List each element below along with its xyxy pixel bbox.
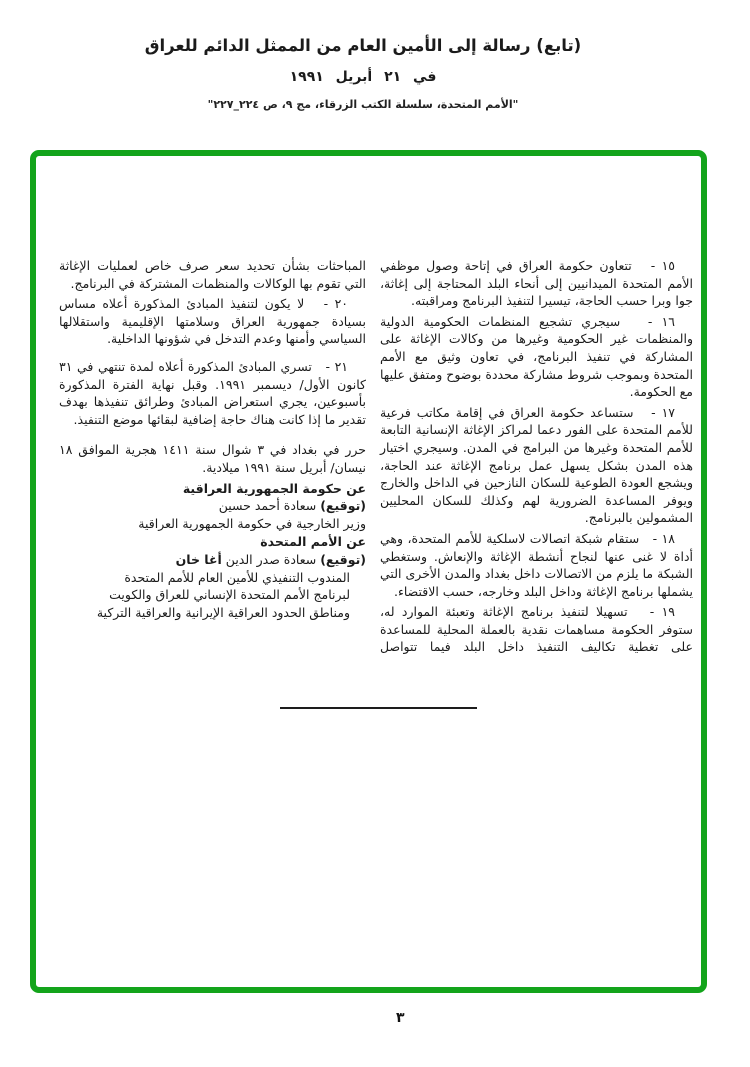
signatory-name: سعادة أحمد حسين: [218, 498, 321, 514]
document-header: [0, 36, 738, 111]
signature-block: [59, 480, 366, 622]
document-frame: [30, 150, 707, 993]
signature-title-line-3: ومناطق الحدود العراقية الإيرانية والعراقية التركية: [96, 605, 350, 621]
header-date: في ٢١ أبريل ١٩٩١: [289, 69, 437, 85]
signatory-name: سعادة صدر الدين: [221, 551, 321, 567]
signed-label: (توقيع): [320, 551, 366, 567]
signature-gov-heading: عن حكومة الجمهورية العراقية: [182, 480, 366, 496]
paragraph-17: ١٧ - ستساعد حكومة العراق في إقامة مكاتب فرعية للأمم المتحدة على الفور دعما لمراكز الإغاثة الإنسانية التابعة للأمم المتحدة وغيرها من البرامج في المدن. وسيجري اختيار هذه المدن بشكل يسهل عمل برنامج الإغاثة عند الحاجة، ويشجع العودة الطوعية للسكان النازحين في الداخل والخارج ويوفر المساعدة الضرورية لهم وكذلك للسكان المحليين المشمولين بالبرنامج.: [380, 404, 693, 526]
paragraph-18: ١٨ - ستقام شبكة اتصالات لاسلكية للأمم المتحدة، وهي أداة لا غنى عنها لنجاح أنشطة الإغاثة والإنعاش. وستغطي الشبكة ما يلزم من الاتصالات داخل بغداد والمدن الأخرى التي يشملها برنامج الإغاثة وداخل البلد وخارجه، حسب الاقتضاء.: [380, 530, 693, 599]
signature-title-line-2: لبرنامج الأمم المتحدة الإنساني للعراق والكويت: [109, 587, 350, 603]
column-left: [59, 257, 366, 659]
paragraph-16: ١٦ - سيجري تشجيع المنظمات الحكومية الدولية والمنظمات غير الحكومية وغيرها من وكالات الإغاثة على المشاركة في تنفيذ البرنامج، في تعاون وثيق مع الأمم المتحدة وبموجب شروط مشاركة محددة بوضوح ومتفق عليها مع الحكومة.: [380, 313, 693, 400]
divider-line: [280, 707, 477, 709]
paragraph-19-continued: المباحثات بشأن تحديد سعر صرف خاص لعمليات الإغاثة التي تقوم بها الوكالات والمنظمات المشتركة في البرنامج.: [59, 258, 366, 291]
header-title: (تابع) رسالة إلى الأمين العام من الممثل الدائم للعراق: [144, 36, 582, 55]
signature-un-heading: عن الأمم المتحدة: [260, 533, 366, 549]
paragraph-20: ٢٠ - لا يكون لتنفيذ المبادئ المذكورة أعلاه مساس بسيادة جمهورية العراق وسلامتها الإقليمية واستقلالها السياسي وأمنها وعدم التدخل في شؤونها الداخلية.: [59, 296, 366, 347]
paragraph-21: ٢١ - تسري المبادئ المذكورة أعلاه لمدة تنتهي في ٣١ كانون الأول/ ديسمبر ١٩٩١. وقبل نهاية الفترة المذكورة بأسبوعين، يجري استعراض المبادئ وطرائق تنفيذها بهدف تقدير ما إذا كانت هناك حاجة إضافية لبقائها موضع التنفيذ.: [59, 358, 366, 427]
page-number: ٣: [396, 1010, 405, 1026]
paragraph-15: ١٥ - تتعاون حكومة العراق في إتاحة وصول موظفي الأمم المتحدة الميدانيين إلى أنحاء البلد المحتاجة إلى إغاثة، جوا وبرا حسب الحاجة، تيسيرا لتنفيذ البرنامج ومراقبته.: [380, 258, 693, 309]
column-right: [380, 257, 693, 659]
header-source: "الأمم المتحدة، سلسلة الكتب الزرقاء، مج ٩، ص ٢٢٤_٢٢٧": [207, 98, 519, 111]
signatory-name-bold: أغا خان: [175, 551, 222, 567]
paragraph-19: ١٩ - تسهيلا لتنفيذ برنامج الإغاثة وتعبئة الموارد له، ستوفر الحكومة مساهمات نقدية بالعملة المحلية للمساعدة على تغطية تكاليف التنفيذ داخل البلد فيما تتواصل: [380, 604, 693, 655]
signature-title-hussein: وزير الخارجية في حكومة الجمهورية العراقية: [138, 516, 366, 532]
two-column-text: [53, 257, 693, 659]
signed-label: (توقيع): [320, 498, 366, 514]
signature-line-hussein: [59, 497, 366, 515]
signature-title-line-1: المندوب التنفيذي للأمين العام للأمم المتحدة: [124, 569, 350, 585]
closing-date-line: حرر في بغداد في ٣ شوال سنة ١٤١١ هجرية الموافق ١٨ نيسان/ أبريل سنة ١٩٩١ ميلادية.: [59, 442, 367, 475]
signature-line-aga-khan: [59, 551, 366, 569]
